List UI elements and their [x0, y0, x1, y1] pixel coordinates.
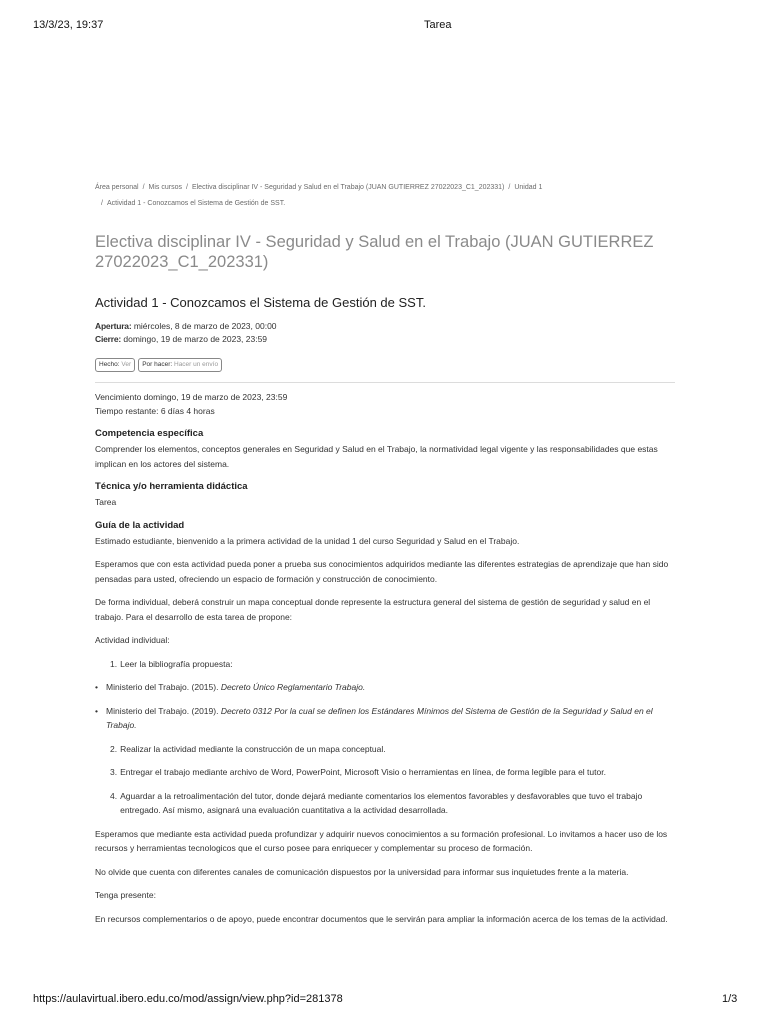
print-url: https://aulavirtual.ibero.edu.co/mod/assign/view.php?id=281378	[33, 993, 343, 1005]
done-badge	[95, 358, 135, 372]
breadcrumb-item-unidad[interactable]: Unidad 1	[514, 184, 543, 191]
opening-value: miércoles, 8 de marzo de 2023, 00:00	[131, 321, 277, 331]
course-title: Electiva disciplinar IV - Seguridad y Salud en el Trabajo (JUAN GUTIERREZ 27022023_C1_202331)	[95, 233, 654, 271]
main-content	[95, 180, 675, 935]
list-text: Leer la bibliografía propuesta:	[120, 658, 233, 669]
todo-value: Hacer un envío	[174, 361, 219, 368]
breadcrumb-separator: /	[508, 184, 511, 191]
list-text: Aguardar a la retroalimentación del tutor, donde dejará mediante comentarios los elementos favorables y desfavorables que tuvo el trabajo entregado. Así mismo, asignará una evaluación cuantitativa a la actividad desarrollada.	[120, 790, 643, 815]
list-number: 4.	[110, 790, 118, 801]
competencia-text: Comprender los elementos, conceptos generales en Seguridad y Salud en el Trabajo, la normatividad legal vigente y las responsabilidades que estas implican en los actores del sistema.	[95, 444, 658, 469]
print-page-title: Tarea	[424, 19, 452, 31]
list-item	[95, 789, 675, 818]
closing-value: domingo, 19 de marzo de 2023, 23:59	[121, 334, 268, 344]
todo-label: Por hacer:	[142, 361, 173, 368]
opening-label: Apertura:	[95, 321, 132, 331]
done-label: Hecho:	[99, 361, 120, 368]
reference-author: Ministerio del Trabajo. (2015).	[106, 682, 221, 692]
guia-paragraph: Actividad individual:	[95, 635, 170, 645]
list-number: 2.	[110, 743, 118, 754]
guia-paragraph: Esperamos que con esta actividad pueda poner a prueba sus conocimientos adquiridos mediante las diferentes estrategias de aprendizaje que han sido pensadas para usted, ofreciendo un espacio de formación y construcción de conocimiento.	[95, 559, 669, 584]
completion-badges	[95, 358, 675, 372]
guia-paragraph: De forma individual, deberá construir un mapa conceptual donde represente la estructura general del sistema de gestión de seguridad y salud en el trabajo. Para el desarrollo de esta tarea de propone:	[95, 597, 651, 622]
breadcrumb-item-activity[interactable]: Actividad 1 - Conozcamos el Sistema de Gestión de SST.	[106, 200, 286, 207]
breadcrumb	[95, 180, 675, 212]
activity-title: Actividad 1 - Conozcamos el Sistema de Gestión de SST.	[95, 295, 426, 310]
guia-paragraph: Tenga presente:	[95, 890, 156, 900]
breadcrumb-separator: /	[186, 184, 188, 191]
todo-badge	[138, 358, 222, 372]
list-text: Entregar el trabajo mediante archivo de Word, PowerPoint, Microsoft Visio o herramientas en línea, de forma legible para el tutor.	[120, 767, 606, 777]
tecnica-heading: Técnica y/o herramienta didáctica	[95, 481, 248, 492]
closing-label: Cierre:	[95, 334, 122, 344]
divider	[95, 382, 675, 383]
competencia-heading: Competencia específica	[95, 428, 204, 439]
reference-title: Decreto Único Reglamentario Trabajo.	[220, 682, 366, 692]
guia-paragraph: Estimado estudiante, bienvenido a la primera actividad de la unidad 1 del curso Seguridad y Salud en el Trabajo.	[95, 535, 520, 546]
reference-title: Decreto 0312 Por la cual se definen los Estándares Mínimos del Sistema de Gestión de la Seguridad y Salud en el Trabajo.	[106, 705, 653, 730]
due-date: Vencimiento domingo, 19 de marzo de 2023, 23:59	[95, 392, 288, 402]
guia-paragraph: En recursos complementarios o de apoyo, puede encontrar documentos que le servirán para ampliar la información acerca de los temas de la actividad.	[95, 913, 668, 924]
list-item	[95, 765, 675, 780]
list-text: Realizar la actividad mediante la construcción de un mapa conceptual.	[120, 743, 386, 754]
breadcrumb-separator: /	[101, 200, 103, 207]
print-page-number: 1/3	[722, 993, 738, 1005]
list-item	[95, 742, 675, 757]
breadcrumb-item-area-personal[interactable]: Área personal	[95, 184, 139, 191]
guia-heading: Guía de la actividad	[95, 519, 185, 531]
time-remaining: Tiempo restante: 6 días 4 horas	[95, 406, 215, 416]
reference-item	[95, 704, 675, 733]
guia-paragraph: Esperamos que mediante esta actividad pueda profundizar y adquirir nuevos conocimientos a su formación profesional. Lo invitamos a hacer uso de los recursos y herramientas tecnologicos que el curso posee para enriquecer y complementar su proceso de formación.	[95, 828, 668, 853]
breadcrumb-separator: /	[142, 184, 145, 191]
tecnica-text: Tarea	[95, 497, 117, 507]
list-number: 3.	[110, 767, 118, 777]
list-item	[95, 657, 675, 672]
due-info	[95, 390, 675, 418]
list-number: 1.	[110, 658, 118, 669]
guia-paragraph: No olvide que cuenta con diferentes canales de comunicación dispuestos por la universidad para informar sus inquietudes frente a la materia.	[95, 866, 629, 877]
breadcrumb-item-course[interactable]: Electiva disciplinar IV - Seguridad y Salud en el Trabajo (JUAN GUTIERREZ 27022023_C1_202331)	[191, 184, 505, 191]
breadcrumb-item-mis-cursos[interactable]: Mis cursos	[148, 184, 182, 191]
done-value: Ver	[121, 361, 132, 368]
reference-author: Ministerio del Trabajo. (2019).	[106, 705, 221, 716]
reference-item	[95, 680, 675, 695]
print-datetime: 13/3/23, 19:37	[33, 19, 104, 31]
activity-dates	[95, 320, 675, 346]
